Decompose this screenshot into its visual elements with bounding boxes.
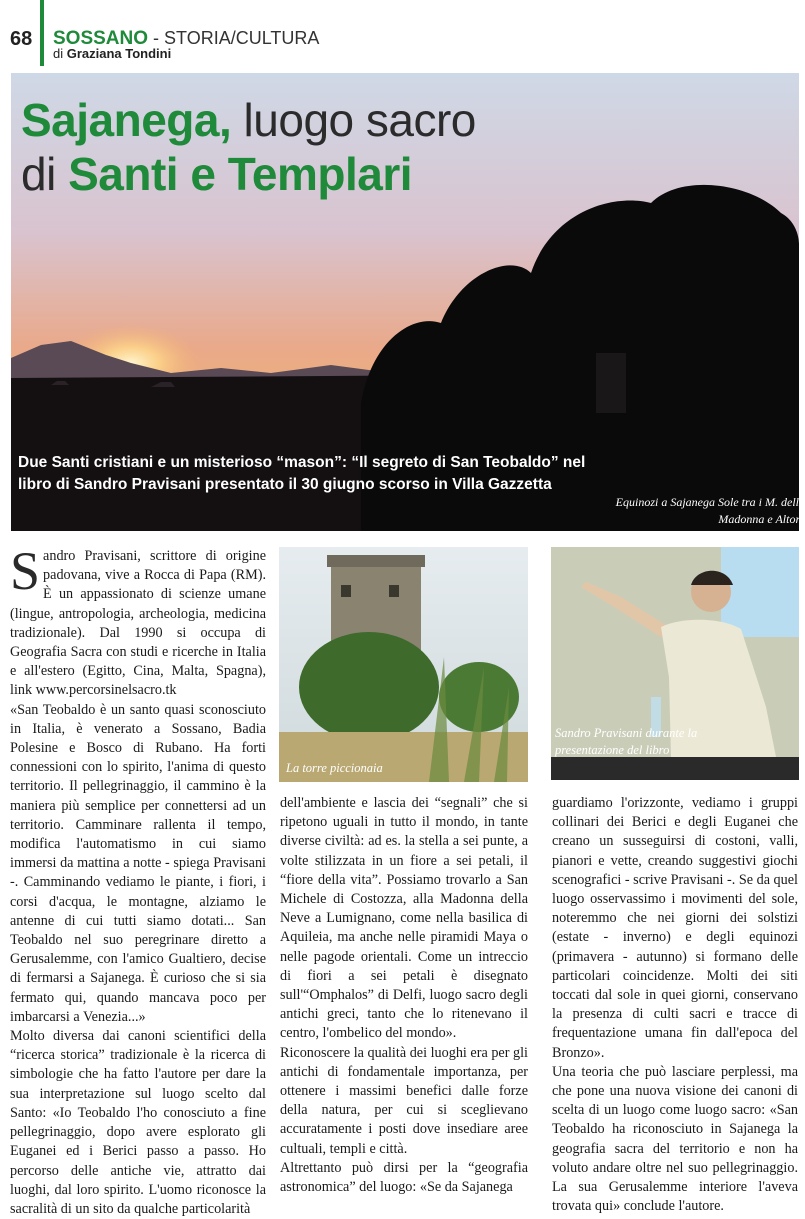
tower-photo: [279, 547, 528, 782]
hero-photo-caption: Equinozi a Sajanega Sole tra i M. della Madonna e Altore: [615, 495, 805, 526]
presenter-photo-caption: Sandro Pravisani durante la presentazione del libro: [555, 726, 698, 757]
headline-green-1: Sajanega,: [21, 94, 232, 146]
drop-cap: S: [10, 541, 41, 601]
article-paragraph-4: dell'ambiente e lascia dei “segnali” che si ripetono uguali in tutto il mondo, in tante diverse civiltà: ad es. la stella a sei punte, a volte stilizzata in un fiore a sei petali, il “fiore della vita”. Possiamo trovarlo a San Michele di Costozza, alla Madonna della Neve a Lumignano, come nella basilica di Aquileia, ma anche nelle piramidi Maya o nelle pagode orientali. Come un intreccio di fiori a sei petali è disegnato sull'“Omphalos” di Delfi, luogo sacro degli antichi greci, tanto che lo ritenevano il centro, l'ombelico del mondo».: [280, 795, 528, 1042]
tower-photo-caption: La torre piccionaia: [286, 761, 383, 775]
article-paragraph-5: Riconoscere la qualità dei luoghi era per gli antichi di fondamentale importanza, per ottenere i massimi benefici dalle forze della natura, per cui si sceglievano accuratamente i posti dove insediare aree cultuali, templi e città.: [280, 1044, 528, 1157]
article-column-1: [10, 541, 266, 1219]
article-subtitle: Due Santi cristiani e un misterioso “mason”: “Il segreto di San Teobaldo” nel libro di Sandro Pravisani presentato il 30 giugno scorso in Villa Gazzetta: [18, 454, 586, 493]
header-divider: [40, 0, 44, 66]
paragraph-1-text: andro Pravisani, scrittore di origine padovana, vive a Rocca di Papa (RM). È un appassionato di scienze umane (lingue, antropologia, archeologia, medicina tradizionale). Dal 1990 si occupa di Geografia Sacra con studi e ricerche in Italia e all'estero (Egitto, Cina, Malta, Spagna), link www.percorsinelsacro.tk: [10, 548, 266, 699]
article-paragraph-6: Altrettanto può dirsi per la “geografia astronomica” del luogo: «Se da Sajanega: [280, 1159, 528, 1196]
page-header: [0, 0, 805, 70]
byline-prefix: di: [53, 46, 67, 61]
article-paragraph-8: Una teoria che può lasciare perplessi, ma che pone una nuova visione dei canoni di scelta di un luogo come luogo sacro: «San Teobaldo ha riconosciuto in Sajanega la geografia sacra del territorio e non ha voluto andare oltre nel suo pellegrinaggio. La sua Gerusalemme interiore l'aveva trovata qui» conclude l'autore.: [552, 1063, 798, 1215]
article-paragraph-3: Molto diversa dai canoni scientifici della “ricerca storica” tradizionale è la ricerca di simbologie che ha fatto l'autore per dare la sua interpretazione sul luogo scelto dal Santo: «Io Teobaldo l'ho conosciuto a fine pellegrinaggio, dopo avere esplorato gli Euganei ed i Berici passo a passo. Ho percorso delle antiche vie, attratto dai luoghi, dal loro spirito. L'uomo riconosce la sacralità di un sito da qualche particolarità: [10, 1028, 266, 1217]
article-paragraph-1: [10, 541, 266, 701]
byline-author: Graziana Tondini: [66, 46, 172, 61]
page-number: 68: [10, 28, 33, 50]
article-column-2: [280, 794, 528, 1197]
headline-rest-1: luogo sacro: [231, 94, 476, 146]
article-column-3: [552, 794, 798, 1216]
headline-start-2: di: [21, 148, 69, 200]
headline-line-2: [21, 147, 476, 201]
section-category: - STORIA/CULTURA: [148, 28, 320, 48]
byline: [53, 46, 171, 61]
tower-image: [279, 547, 528, 782]
presenter-photo: [551, 547, 799, 780]
headline-green-2: Santi e Templari: [68, 148, 413, 200]
article-paragraph-7: guardiamo l'orizzonte, vediamo i gruppi collinari dei Berici e degli Euganei che creano un susseguirsi di costoni, valli, pianori e vette, creando suggestivi giochi scenografici - scrive Pravisani -. Se da quel luogo osservassimo i movimenti del sole, noteremmo che nei giorni dei solstizi (estate - inverno) e degli equinozi (primavera - autunno) si formano delle particolari coincidenze. Molti dei siti toccati dal sole in quei giorni, conservano la presenza di culti sacri e tracce di frequentazione umana fin dall'epoca del Bronzo».: [552, 795, 798, 1061]
article-paragraph-2: «San Teobaldo è un santo quasi sconosciuto in Italia, è venerato a Sossano, Badia Polesine e Bosco di Rubano. Ha forti connessioni con lo spirito, l'anima di questo territorio. Il pellegrinaggio, il cammino è la maniera più semplice per connettersi ad un territorio. Camminare rallenta il tempo, modifica l'automatismo in cui siamo immersi da mattina a notte - spiega Pravisani -. Camminando vediamo le piante, i fiori, i corsi d'acqua, le montagne, alziamo le antenne di cui tutti siamo dotati... San Teobaldo nel suo peregrinare diretto a Gerusalemme, con l'amico Gualtiero, decise di fermarsi a Sajanega. È curioso che si sia fermato qui, quando mancava poco per imbarcarsi a Venezia...»: [10, 701, 266, 1025]
section-place: SOSSANO: [53, 28, 149, 49]
article-headline: [21, 93, 476, 201]
headline-line-1: [21, 93, 476, 147]
